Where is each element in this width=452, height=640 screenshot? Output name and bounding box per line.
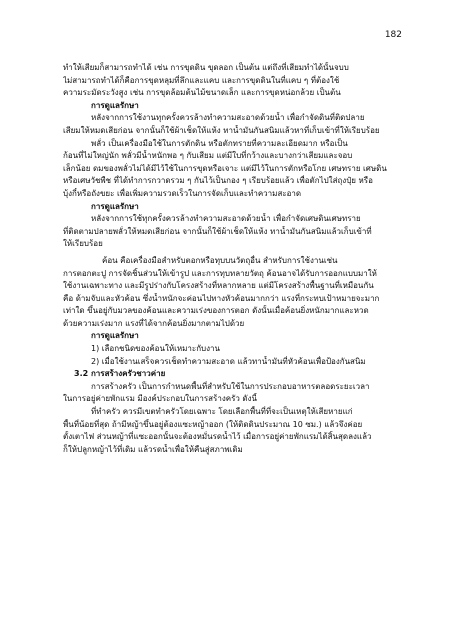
body-line: ความระมัดระวังสูง เช่น การขุดล้อมต้นไม้ขนาดเล็ก และการขุดหน่อกล้วย เป็นต้น	[63, 88, 341, 98]
body-line: ในการอยู่ค่ายพักแรม มีองค์ประกอบในการสร้างครัว ดังนี้	[63, 394, 257, 404]
body-line: บุ้งกี๋หรือถังขยะ เพื่อเพิ่มความรวดเร็วในการจัดเก็บและทำความสะอาด	[63, 188, 302, 198]
list-item: 1) เลือกชนิดของค้อนให้เหมาะกับงาน	[91, 344, 220, 354]
body-line: เสียมให้หมดเสียก่อน จากนั้นก็ใช้ผ้าเช็ดให้แห้ง ทาน้ำมันกันสนิมแล้วหาที่เก็บเข้าที่ให้เรียบร้อย	[63, 125, 380, 135]
body-line: การตอกตะปู การจัดชิ้นส่วนให้เข้ารูป และการทุบทลายวัตถุ ค้อนอาจได้รับการออกแบบมาให้	[63, 268, 377, 278]
body-line: คือ ด้ามจับและหัวค้อน ซึ่งน้ำหนักจะค่อนไปทางหัวค้อนมากกว่า แรงที่กระทบเป้าหมายจะมาก	[63, 293, 380, 303]
paragraph-hammer: ค้อน คือเครื่องมือสำหรับตอกหรือทุบบนวัตถุอื่น สำหรับการใช้งานเช่น	[102, 255, 338, 265]
paragraph-cooking-area: ที่ทำครัว ควรมีเขตทำครัวโดยเฉพาะ โดยเลือกพื้นที่ที่จะเป็นเหตุให้เสียหายแก่	[91, 407, 353, 417]
section-heading-maintenance: การดูแลรักษา	[91, 331, 139, 341]
body-line: การสร้างครัว เป็นการกำหนดพื้นที่สำหรับใช้ในการประกอบอาหารตลอดระยะเวลา	[91, 381, 370, 391]
body-line: ทำให้เสียมก็สามารถทำได้ เช่น การขุดดิน ขุดลอก เป็นต้น แต่ถึงที่เสียมทำได้นั้นจบบ	[63, 63, 349, 72]
page-number: 182	[384, 30, 402, 40]
body-line: ก็ให้ปลูกหญ้าไว้ที่เดิม แล้วรดน้ำเพื่อให้คืนสู่สภาพเดิม	[63, 444, 243, 454]
list-item: 2) เมื่อใช้งานเสร็จควรเช็ดทำความสะอาด แล้วทาน้ำมันที่หัวค้อนเพื่อป้องกันสนิม	[91, 356, 366, 366]
paragraph-shovel: พลั่ว เป็นเครื่องมือใช้ในการตักดิน หรือตักทรายที่ความละเอียดมาก หรือเป็น	[91, 138, 348, 148]
body-line: เท่าใด ขึ้นอยู่กับมวลของค้อนและความเร่งของการตอก ดังนั้นเมื่อค้อนยิ่งหนักมากและหวด	[63, 306, 369, 316]
document-body	[63, 62, 403, 456]
body-line: ตั้งเตาไฟ ส่วนหญ้าที่แซะออกนั้นจะต้องหมั่นรดน้ำไว้ เมื่อการอยู่ค่ายพักแรมได้สิ้นสุดลงแล้ว	[63, 432, 372, 442]
body-line: เล็กน้อย ดมของพลั่วไม่ได้มีไว้ใช้ในการขุดหรือเจาะ แต่มีไว้ในการตักหรือโกย เศษทราย เศษดิน	[63, 163, 387, 173]
section-heading-camp-kitchen: 3.2 การสร้างครัวชาวค่าย	[74, 369, 166, 379]
body-line: ด้วยความเร่งมาก แรงที่ได้จากค้อนยิ่งมากตามไปด้วย	[63, 318, 245, 328]
section-heading-maintenance: การดูแลรักษา	[91, 100, 139, 110]
body-line: ก้อนที่ไม่ใหญ่นัก พลั่วมีน้ำหนักพอ ๆ กับเสียม แต่มีใบที่กว้างและบางกว่าเสียมและจอบ	[63, 151, 353, 161]
body-line: หรือเศษวัชพืช ที่ได้ทำการกวาดรวม ๆ กันไว้เป็นกอง ๆ เรียบร้อยแล้ว เพื่อตักไปใส่ถุงปุ๋ย หรือ	[63, 176, 373, 186]
body-line: หลังจากการใช้ทุกครั้งควรล้างทำความสะอาดด้วยน้ำ เพื่อกำจัดเศษดินเศษทราย	[91, 214, 361, 224]
body-line: ให้เรียบร้อย	[63, 239, 103, 249]
body-line: ไม่สามารถทำได้ก็คือการขุดหลุมที่ลึกและแคบ และการขุดดินในที่แคบ ๆ ที่ต้องใช้	[63, 75, 340, 85]
body-line: พื้นที่น้อยที่สุด ถ้ามีหญ้าขึ้นอยู่ต้องแซะหญ้าออก (ให้ติดดินประมาณ 10 ซม.) แล้วจึงค่อย	[63, 419, 363, 429]
body-line: หลังจากการใช้งานทุกครั้งควรล้างทำความสะอาดด้วยน้ำ เพื่อกำจัดดินที่ติดปลาย	[91, 113, 365, 123]
body-line: ที่ติดตามปลายพลั่วให้หมดเสียก่อน จากนั้นก็ใช้ผ้าเช็ดให้แห้ง ทาน้ำมันกันสนิมแล้วเก็บเข้าที่	[63, 226, 372, 236]
section-heading-maintenance: การดูแลรักษา	[91, 201, 139, 211]
body-line: ใช้งานเฉพาะทาง และมีรูปร่างกับโครงสร้างที่หลากหลาย แต่มีโครงสร้างพื้นฐานที่เหมือนกัน	[63, 281, 374, 291]
